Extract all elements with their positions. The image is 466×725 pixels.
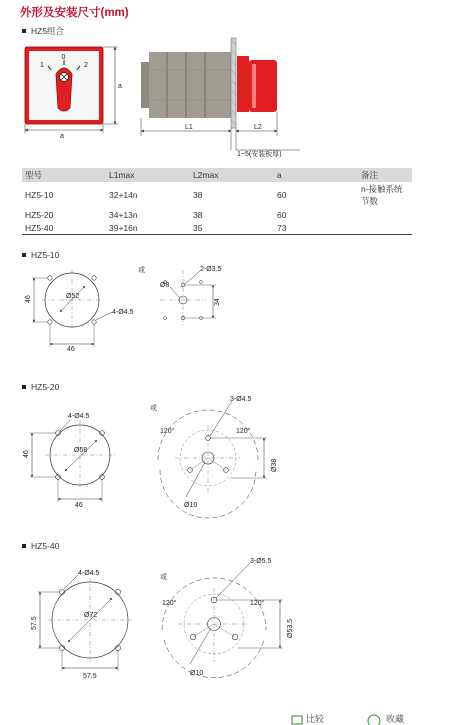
table-cell: 39+16n bbox=[106, 221, 190, 235]
hz10-holes: 4-Ø4.5 bbox=[112, 309, 134, 316]
hz20-dim-h: 46 bbox=[23, 450, 30, 458]
dim-l1: L1 bbox=[185, 124, 193, 131]
favorite-button[interactable]: 收藏 bbox=[386, 714, 405, 724]
hz20-or: 或 bbox=[150, 405, 157, 412]
table-cell: 35 bbox=[190, 221, 274, 235]
dim-a-bottom: a bbox=[60, 133, 64, 140]
hz20-alt-holes: 3-Ø4.5 bbox=[230, 396, 252, 403]
table-cell: HZ5-20 bbox=[25, 209, 54, 220]
hz10-dim-h: 46 bbox=[25, 295, 32, 303]
hz40-dia: Ø72 bbox=[84, 612, 98, 619]
compare-button[interactable]: 比较 bbox=[306, 714, 325, 724]
hz40-angle-b: 120° bbox=[250, 600, 265, 607]
hz10-dim-w: 46 bbox=[67, 346, 75, 353]
dim-l2: L2 bbox=[254, 124, 262, 131]
hz20-alt-dia: Ø38 bbox=[271, 458, 278, 472]
table-cell: 38 bbox=[193, 209, 203, 220]
switch-pos-1: 1 bbox=[40, 62, 44, 69]
hz5-10-drawing bbox=[25, 265, 222, 353]
col-header: 备注 bbox=[358, 168, 412, 182]
switch-pos-2: 2 bbox=[84, 62, 88, 69]
hz20-holes: 4-Ø4.5 bbox=[68, 413, 90, 420]
table-cell: 38 bbox=[193, 190, 203, 200]
hz40-dim-w: 57.5 bbox=[83, 673, 97, 680]
section-label: HZ5-10 bbox=[31, 250, 60, 260]
hz20-dim-w: 46 bbox=[75, 502, 83, 509]
hz40-center-dia: Ø10 bbox=[190, 670, 204, 677]
table-cell: HZ5-40 bbox=[22, 221, 106, 235]
hz20-angle-a: 120° bbox=[160, 428, 175, 435]
hz20-center-dia: Ø10 bbox=[184, 502, 198, 509]
switch-front-view bbox=[25, 47, 122, 140]
table-cell: 32+14n bbox=[109, 190, 138, 200]
table-cell: n-接触系统节数 bbox=[361, 184, 403, 206]
section-label: HZ5-20 bbox=[31, 382, 60, 392]
table-cell: HZ5-10 bbox=[25, 190, 54, 200]
table-cell: 60 bbox=[277, 209, 287, 220]
page-title: 外形及安装尺寸(mm) bbox=[20, 7, 129, 19]
hz20-angle-b: 120° bbox=[236, 428, 251, 435]
table-cell: 34+13n bbox=[109, 209, 138, 220]
table-cell bbox=[358, 221, 412, 235]
hz40-alt-dia: Ø53.5 bbox=[287, 618, 294, 638]
hz10-dia: Ø52 bbox=[66, 293, 80, 300]
spec-table bbox=[22, 168, 412, 235]
hz10-alt-holes: 2-Ø3.5 bbox=[200, 266, 222, 273]
table-cell bbox=[358, 208, 412, 221]
hz10-alt-dim: 34 bbox=[214, 298, 221, 306]
hz10-or: 或 bbox=[138, 267, 145, 274]
hz10-alt-dia: Ø8 bbox=[160, 282, 170, 289]
table-cell: 73 bbox=[274, 221, 358, 235]
hz40-angle-a: 120° bbox=[162, 600, 177, 607]
table-row bbox=[22, 221, 412, 235]
favorite-icon bbox=[368, 715, 380, 725]
section-label: HZ5组合 bbox=[31, 26, 65, 36]
hz40-alt-holes: 3-Ø5.5 bbox=[250, 558, 272, 565]
hz40-dim-h: 57.5 bbox=[31, 616, 38, 630]
compare-icon bbox=[292, 716, 302, 724]
col-header: L1max bbox=[106, 168, 190, 182]
table-row bbox=[22, 182, 412, 208]
section-label: HZ5-40 bbox=[31, 541, 60, 551]
hz5-40-drawing bbox=[31, 558, 294, 680]
hz40-holes: 4-Ø4.5 bbox=[78, 570, 100, 577]
dim-a-side: a bbox=[118, 83, 122, 90]
table-header-row bbox=[22, 168, 412, 182]
hz5-20-drawing bbox=[23, 396, 278, 518]
panel-thickness-note: 1~5(安装板厚) bbox=[237, 151, 282, 158]
col-header: L2max bbox=[190, 168, 274, 182]
hz20-dia: Ø58 bbox=[74, 447, 88, 454]
switch-pos-0: 0 bbox=[61, 54, 66, 61]
hz40-or: 或 bbox=[160, 574, 167, 581]
table-cell: 60 bbox=[277, 190, 287, 200]
col-header: 型号 bbox=[22, 168, 106, 182]
table-row bbox=[22, 208, 412, 221]
col-header: a bbox=[274, 168, 358, 182]
switch-side-view bbox=[141, 38, 300, 158]
